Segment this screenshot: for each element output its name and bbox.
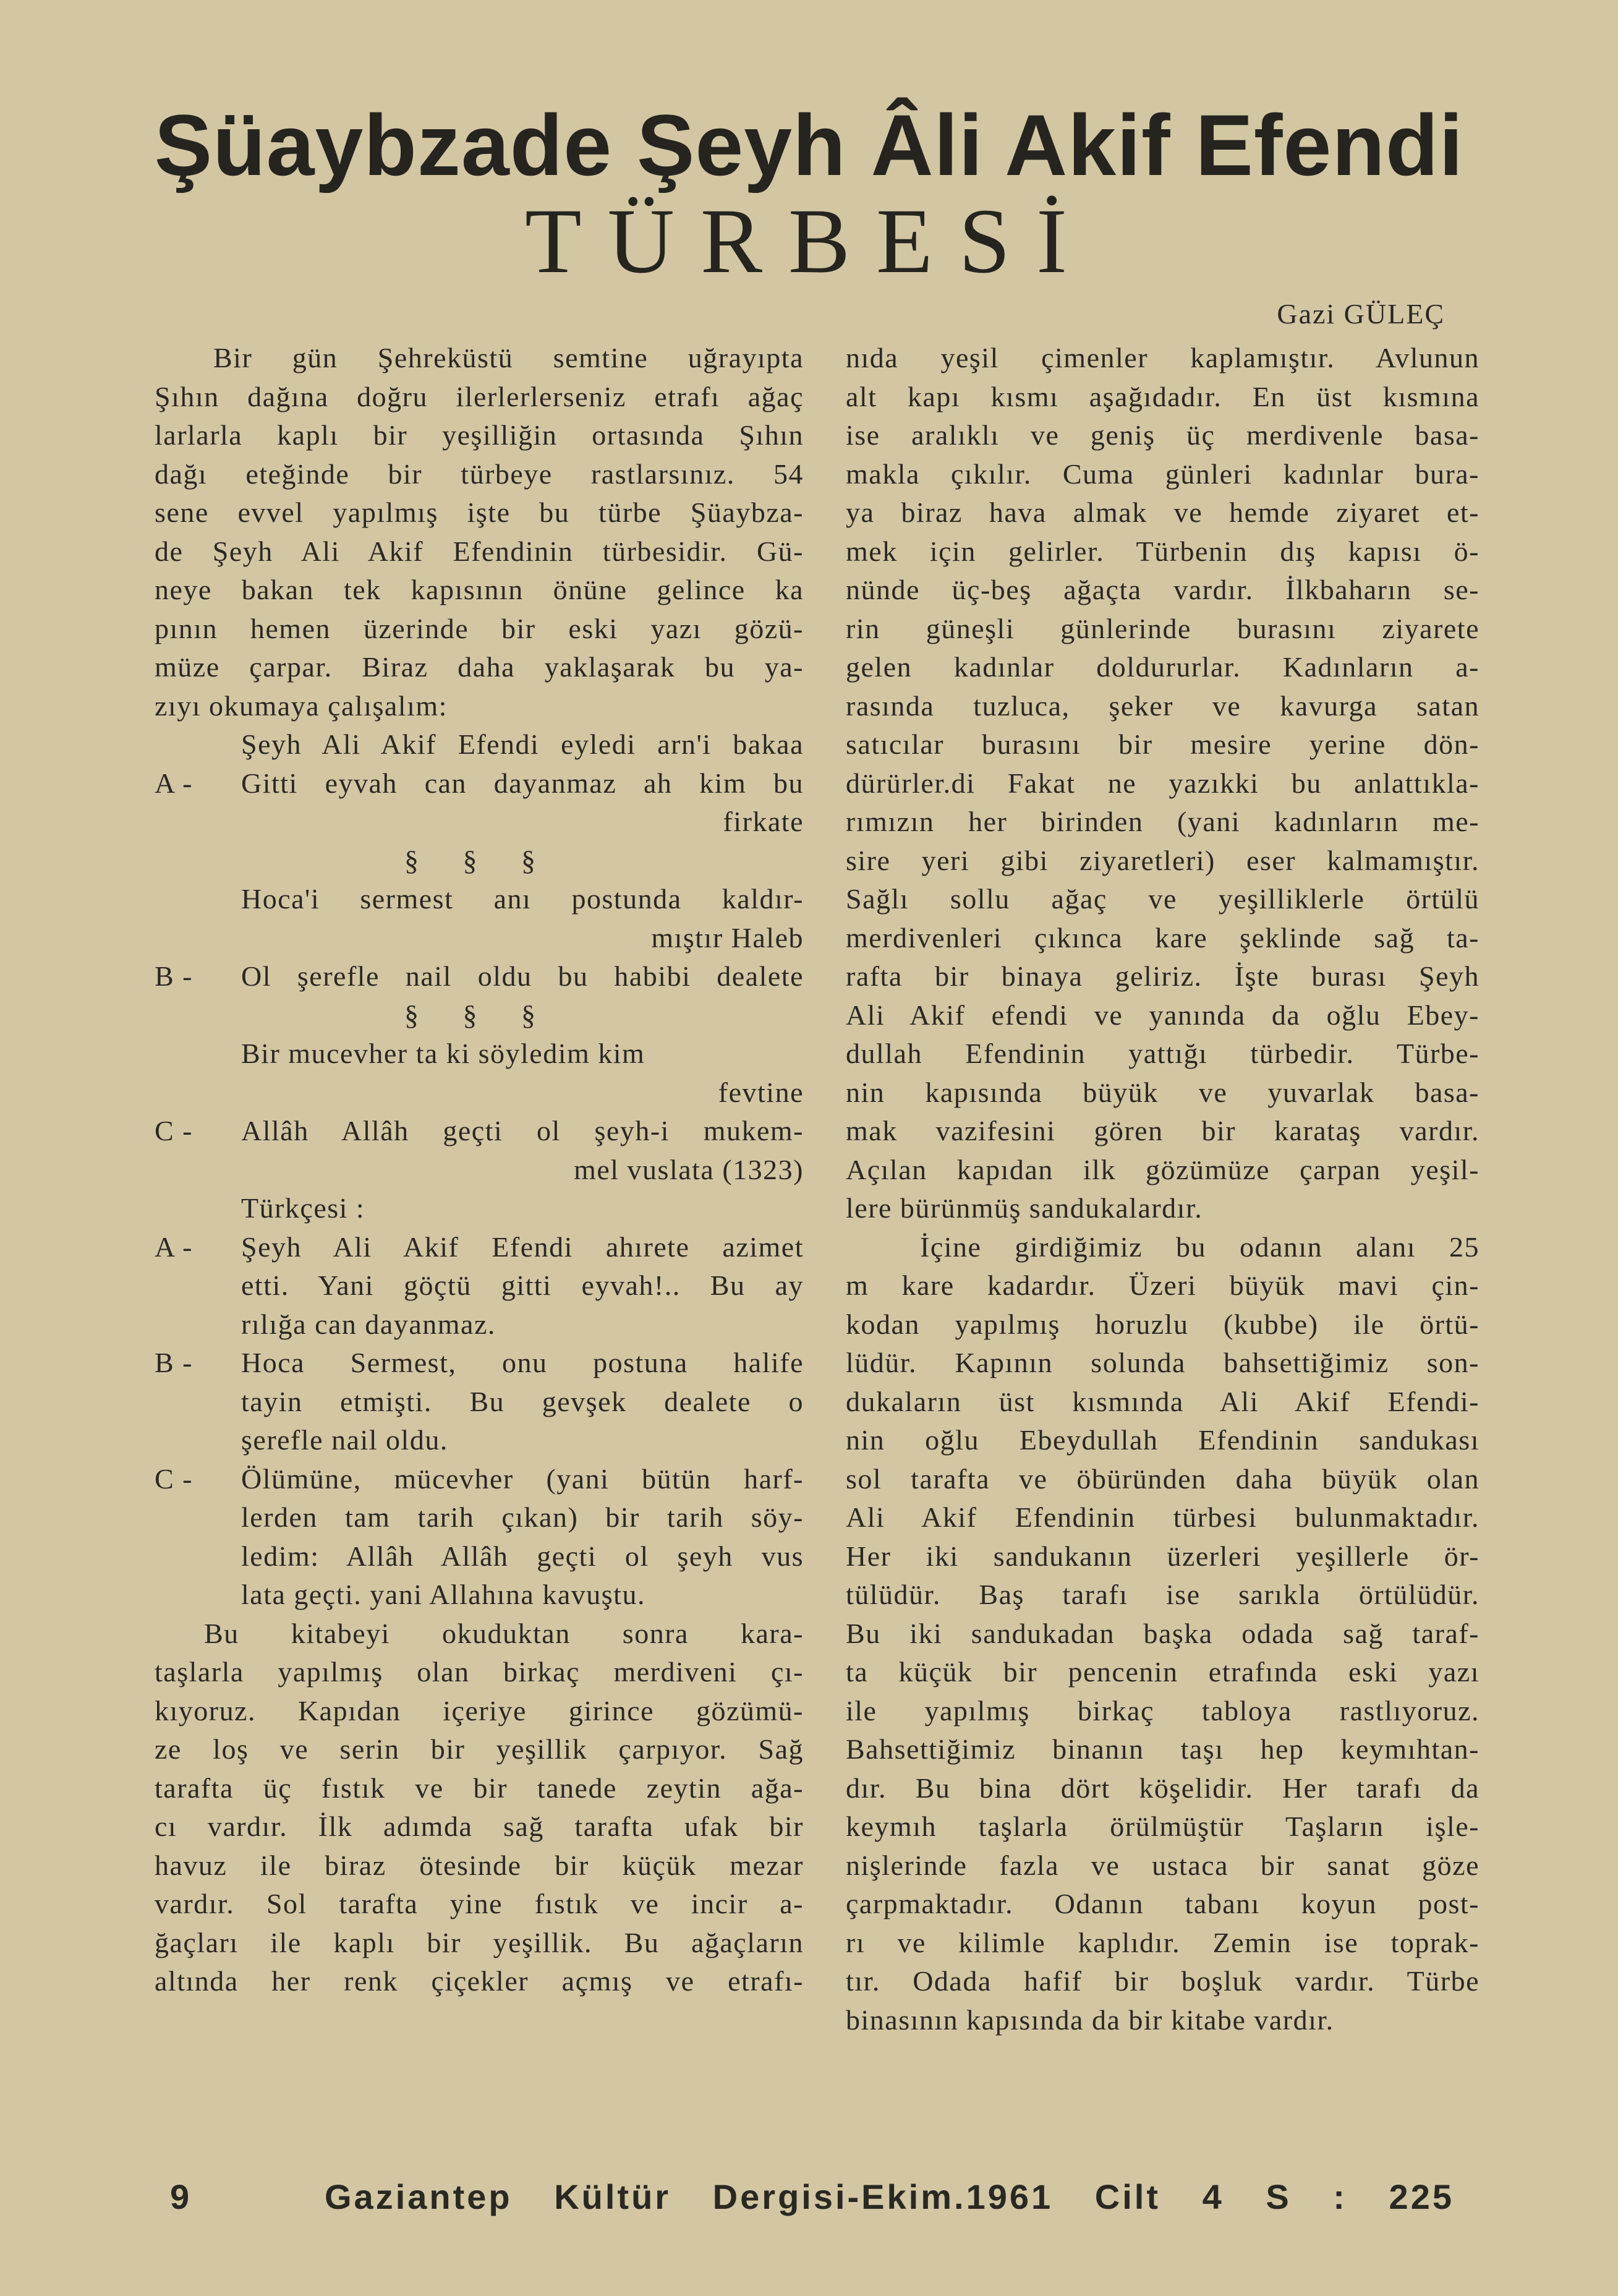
verse-line [155,1266,804,1305]
text-line: satıcılar burasını bir mesire yerine dön- [846,728,1480,760]
text-line: sire yeri gibi ziyaretleri) eser kalmamıştır. [846,844,1480,876]
text-line: ile yapılmış birkaç tabloya rastlıyoruz. [846,1694,1480,1726]
text-line: lere bürünmüş sandukalardır. [846,1192,1203,1224]
verse-text: rılığa can dayanmaz. [241,1308,496,1340]
verse-text: Şeyh Ali Akif Efendi ahırete azimet [241,1231,804,1263]
text-line: vardır. Sol tarafta yine fıstık ve incir a- [155,1888,804,1919]
text-line: gelen kadınlar doldururlar. Kadınların a- [846,651,1480,683]
verse-line [155,1112,804,1151]
text-line: Ali Akif Efendinin türbesi bulunmaktadır. [846,1501,1480,1533]
text-line: müze çarpar. Biraz daha yaklaşarak bu ya- [155,651,804,683]
text-line: mel vuslata (1323) [574,1153,804,1185]
text-line: zıyı okumaya çalışalım: [155,689,448,722]
verse-text: ledim: Allâh Allâh geçti ol şeyh vus [241,1540,804,1572]
text-line: pının hemen üzerinde bir eski yazı gözü- [155,612,804,644]
text-line: Açılan kapıdan ilk gözümüze çarpan yeşil- [846,1153,1480,1185]
text-line: keymıh taşlarla örülmüştür Taşların işle- [846,1811,1480,1842]
text-line: dukaların üst kısmında Ali Akif Efendi- [846,1385,1480,1417]
verse-text: şerefle nail oldu. [241,1424,448,1456]
verse-label [155,1576,241,1615]
text-line: mak vazifesini gören bir karataş vardır. [846,1115,1480,1146]
text-line: havuz ile biraz ötesinde bir küçük mezar [155,1849,804,1881]
verse-label: B - [155,1347,193,1378]
text-line: ya biraz hava almak ve hemde ziyaret et- [846,497,1480,528]
verse-label [155,1266,241,1305]
page-number: 9 [170,2177,192,2216]
verse-label: A - [155,767,193,799]
author-name: Gazi GÜLEÇ [1277,298,1445,330]
verse-label [155,1305,241,1344]
text-line: Bu kitabeyi okuduktan sonra kara- [204,1617,804,1649]
section-divider: § § § [404,844,554,876]
text-line: Sağlı sollu ağaç ve yeşilliklerle örtülü [846,883,1480,915]
verse-label [155,880,241,919]
text-line: rafta bir binaya geliriz. İşte burası Şeyh [846,960,1480,992]
text-line: nıda yeşil çimenler kaplamıştır. Avlunun [846,342,1480,373]
verse-line [155,1421,804,1460]
text-line: ğaçları ile kaplı bir yeşillik. Bu ağaçların [155,1926,804,1958]
text-line: neye bakan tek kapısının önüne gelince ka [155,574,804,605]
section-divider: § § § [404,999,554,1031]
text-line: m kare kadardır. Üzeri büyük mavi çin- [846,1270,1480,1301]
text-line: taşlarla yapılmış olan birkaç merdiveni çı- [155,1656,804,1688]
text-line: de Şeyh Ali Akif Efendinin türbesidir. Gü- [155,535,804,567]
text-line: rımızın her birinden (yani kadınların me- [846,806,1480,837]
verse-line [155,1035,804,1073]
verse-label [155,1537,241,1576]
verse-label [155,1035,241,1073]
text-line: alt kapı kısmı aşağıdadır. En üst kısmına [846,380,1480,412]
verse-line [155,764,804,803]
text-line: nin kapısında büyük ve yuvarlak basa- [846,1076,1480,1108]
text-line: larlarla kaplı bir yeşilliğin ortasında Şıhın [155,419,804,451]
verse-line [155,1305,804,1344]
text-line: Bahsettiğimiz binanın taşı hep keymıhtan- [846,1733,1480,1765]
verse-text: Türkçesi : [241,1192,365,1224]
verse-line [155,957,804,996]
verse-text: Allâh Allâh geçti ol şeyh-i mukem- [241,1115,804,1146]
verse-line [155,1228,804,1267]
verse-text: tayin etmişti. Bu gevşek dealete o [241,1385,804,1417]
verse-text: Şeyh Ali Akif Efendi eyledi arn'i bakaa [241,728,804,760]
verse-label [155,1421,241,1460]
text-line: tır. Odada hafif bir boşluk vardır. Türbe [846,1965,1480,1997]
text-line: nin oğlu Ebeydullah Efendinin sandukası [846,1424,1480,1456]
text-line: lüdür. Kapının solunda bahsettiğimiz son- [846,1347,1480,1378]
text-line: kodan yapılmış horuzlu (kubbe) ile örtü- [846,1308,1480,1340]
verse-text: Hoca'i sermest anı postunda kaldır- [241,883,804,915]
verse-label [155,1189,241,1228]
verse-label [155,1383,241,1422]
text-line: kıyoruz. Kapıdan içeriye girince gözümü- [155,1694,804,1726]
verse-text: Ölümüne, mücevher (yani bütün harf- [241,1462,804,1495]
text-line: Bu iki sandukadan başka odada sağ taraf- [846,1617,1480,1649]
verse-line [155,1460,804,1499]
article-subtitle: TÜRBESİ [524,190,1094,292]
text-line: ise aralıklı ve geniş üç merdivenle basa- [846,419,1480,451]
text-line: altında her renk çiçekler açmış ve etrafı- [155,1965,804,1997]
text-line: cı vardır. İlk adımda sağ tarafta ufak bir [155,1811,804,1842]
text-line: nişlerinde fazla ve ustaca bir sanat göze [846,1849,1480,1881]
text-line: makla çıkılır. Cuma günleri kadınlar bura- [846,458,1480,490]
verse-line [155,1498,804,1537]
verse-label [155,725,241,764]
verse-label: C - [155,1115,193,1146]
text-line: çarpmaktadır. Odanın tabanı koyun post- [846,1888,1480,1919]
text-line: dullah Efendinin yattığı türbedir. Türbe- [846,1038,1480,1069]
verse-line [155,880,804,919]
verse-text: etti. Yani göçtü gitti eyvah!.. Bu ay [241,1270,804,1301]
verse-line [155,1537,804,1576]
journal-citation: Gaziantep Kültür Dergisi-Ekim.1961 Cilt 4 S : 225 [325,2177,1454,2216]
text-line: dürürler.di Fakat ne yazıkki bu anlattıkla- [846,767,1480,799]
page-footer [170,2174,1454,2220]
text-line: ze loş ve serin bir yeşillik çarpıyor. Sağ [155,1733,804,1765]
text-line: tarafta üç fıstık ve bir tanede zeytin ağa- [155,1772,804,1804]
text-line: İçine girdiğimiz bu odanın alanı 25 [920,1231,1480,1263]
text-line: tülüdür. Baş tarafı ise sarıkla örtülüdür. [846,1579,1480,1610]
text-line: merdivenleri çıkınca kare şeklinde sağ ta- [846,921,1480,954]
text-line: mıştır Haleb [651,921,804,954]
text-line: rı ve kilimle kaplıdır. Zemin ise toprak- [846,1926,1480,1958]
text-line: binasının kapısında da bir kitabe vardır. [846,2004,1334,2036]
verse-line [155,1344,804,1383]
verse-line [155,1576,804,1615]
text-line: nünde üç-beş ağaçta vardır. İlkbaharın se- [846,574,1480,605]
text-line: dır. Bu bina dört köşelidir. Her tarafı da [846,1772,1480,1804]
verse-label: B - [155,960,193,992]
article-title: Şüaybzade Şeyh Âli Akif Efendi [154,96,1464,194]
verse-text: lerden tam tarih çıkan) bir tarih söy- [241,1501,804,1533]
verse-text: Gitti eyvah can dayanmaz ah kim bu [241,767,804,799]
verse-line [155,1189,804,1228]
verse-label: C - [155,1462,193,1495]
text-line: mek için gelirler. Türbenin dış kapısı ö- [846,535,1480,567]
verse-line [155,1383,804,1422]
right-column [846,339,1480,2039]
text-line: ta küçük bir pencenin etrafında eski yazı [846,1656,1480,1688]
text-line: dağı eteğinde bir türbeye rastlarsınız. 54 [155,458,804,490]
text-line: sol tarafta ve öbüründen daha büyük olan [846,1462,1480,1495]
text-line: Ali Akif efendi ve yanında da oğlu Ebey- [846,999,1480,1031]
left-column [155,339,804,2001]
verse-text: Bir mucevher ta ki söyledim kim [241,1038,645,1069]
text-line: rin güneşli günlerinde burasını ziyarete [846,612,1480,644]
text-line: sene evvel yapılmış işte bu türbe Şüaybza- [155,497,804,528]
verse-text: Hoca Sermest, onu postuna halife [241,1347,804,1378]
text-line: Her iki sandukanın üzerleri yeşillerle ör- [846,1540,1480,1572]
text-line: rasında tuzluca, şeker ve kavurga satan [846,689,1480,722]
verse-text: Ol şerefle nail oldu bu habibi dealete [241,960,804,992]
text-line: fevtine [718,1076,804,1108]
text-line: Şıhın dağına doğru ilerlerlerseniz etrafı ağaç [155,380,804,412]
text-line: firkate [723,806,804,837]
verse-line [155,725,804,764]
verse-label: A - [155,1231,193,1263]
verse-text: lata geçti. yani Allahına kavuştu. [241,1579,645,1610]
verse-label [155,1498,241,1537]
text-line: Bir gün Şehreküstü semtine uğrayıpta [213,342,804,373]
